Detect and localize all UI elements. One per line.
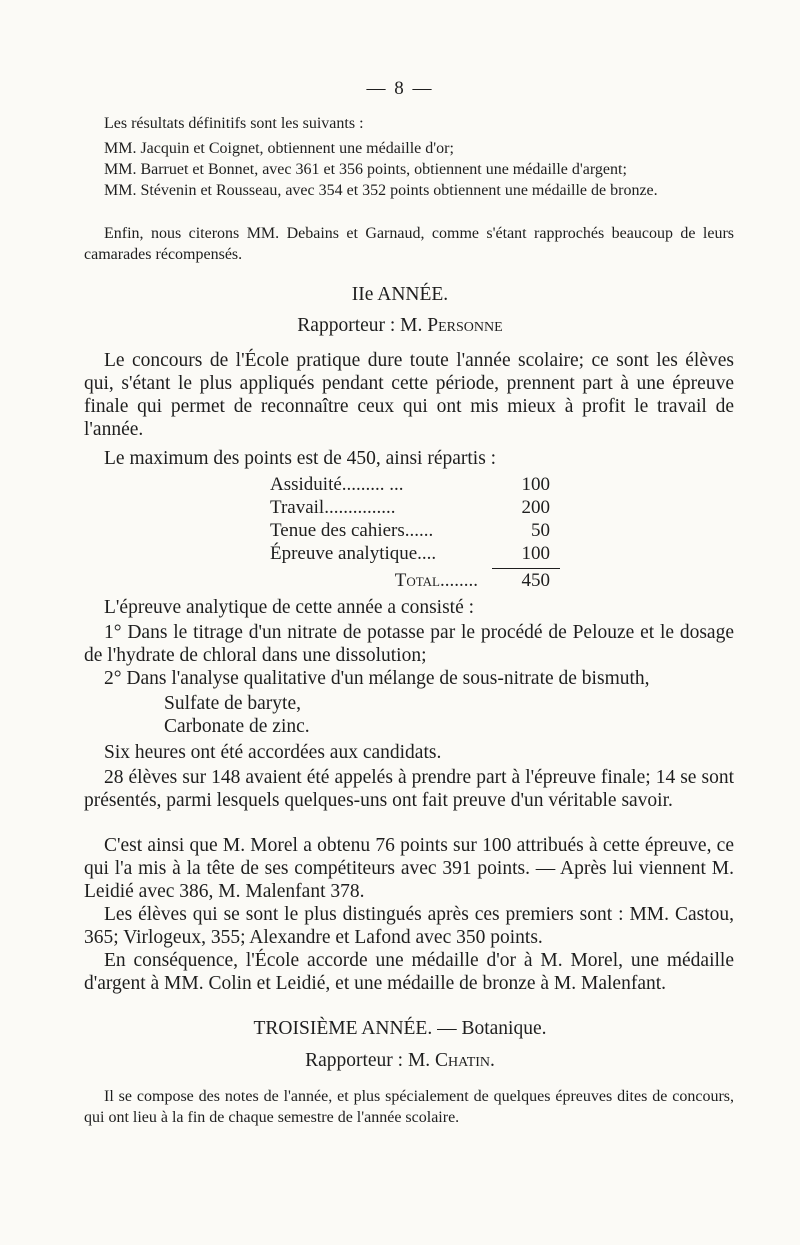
section2-intro: Le concours de l'École pratique dure toute l'année scolaire; ce sont les élèves qui, s'étant le plus appliqués pendant cette période, prennent part à une épreuve finale qui permet de reconnaître ceux qui ont mis mieux à profit le travail de l'année. bbox=[84, 350, 734, 440]
points-value: 100 bbox=[521, 543, 550, 564]
section3-rapporteur bbox=[0, 1050, 800, 1072]
points-row bbox=[270, 496, 570, 519]
section3-title: TROISIÈME ANNÉE. — Botanique. bbox=[253, 1018, 547, 1039]
result-gold: MM. Jacquin et Coignet, obtiennent une médaille d'or; bbox=[104, 140, 454, 157]
points-total-row bbox=[270, 569, 570, 593]
rapporteur-name: Personne bbox=[427, 315, 503, 336]
result-silver: MM. Barruet et Bonnet, avec 361 et 356 points, obtiennent une médaille d'argent; bbox=[104, 161, 627, 178]
points-value: 200 bbox=[521, 497, 550, 518]
epreuve-item-2: 2° Dans l'analyse qualitative d'un mélange de sous-nitrate de bismuth, bbox=[104, 668, 650, 689]
points-row bbox=[270, 519, 570, 542]
total-label: Total........ bbox=[394, 570, 478, 591]
section3-text: Il se compose des notes de l'année, et plus spécialement de quelques épreuves dites de concours, qui ont lieu à la fin de chaque semestre de l'année scolaire. bbox=[84, 1088, 734, 1126]
epreuve-item-2b: Carbonate de zinc. bbox=[164, 716, 310, 737]
points-label: Épreuve analytique.... bbox=[270, 543, 437, 564]
distinguished-text: Les élèves qui se sont le plus distingués après ces premiers sont : MM. Castou, 365; Virlogeux, 355; Alexandre et Lafond avec 350 points. bbox=[84, 904, 734, 948]
hours-text: Six heures ont été accordées aux candidats. bbox=[104, 742, 442, 763]
awards-text: En conséquence, l'École accorde une médaille d'or à M. Morel, une médaille d'argent à MM. Colin et Leidié, et une médaille de bronze à M. Malenfant. bbox=[84, 950, 734, 994]
rapporteur-prefix: Rapporteur : M. bbox=[297, 315, 428, 336]
morel-text: C'est ainsi que M. Morel a obtenu 76 points sur 100 attribués à cette épreuve, ce qui l'a mis à la tête de ses compétiteurs avec 391 points. — Après lui viennent M. Leidié avec 386, M. Malenfant 378. bbox=[84, 835, 734, 902]
rapporteur-prefix: Rapporteur : M. bbox=[305, 1050, 436, 1071]
section2-rapporteur bbox=[0, 315, 800, 337]
rapporteur-name: Chatin. bbox=[435, 1050, 495, 1071]
points-label: Travail............... bbox=[270, 497, 396, 518]
epreuve-item-1: 1° Dans le titrage d'un nitrate de potasse par le procédé de Pelouze et le dosage de l'hydrate de chloral dans une dissolution; bbox=[84, 622, 734, 666]
closing-mention: Enfin, nous citerons MM. Debains et Garnaud, comme s'étant rapprochés beaucoup de leurs camarades récompensés. bbox=[84, 225, 734, 263]
section2-title: IIe ANNÉE. bbox=[351, 284, 449, 305]
points-row bbox=[270, 473, 570, 496]
total-value: 450 bbox=[521, 570, 550, 591]
points-table bbox=[270, 473, 570, 593]
points-value: 50 bbox=[531, 520, 550, 541]
points-intro: Le maximum des points est de 450, ainsi répartis : bbox=[104, 448, 497, 469]
epreuve-item-2a: Sulfate de baryte, bbox=[164, 693, 301, 714]
points-row bbox=[270, 542, 570, 565]
result-bronze: MM. Stévenin et Rousseau, avec 354 et 352 points obtiennent une médaille de bronze. bbox=[104, 182, 658, 199]
points-value: 100 bbox=[521, 474, 550, 495]
candidates-text: 28 élèves sur 148 avaient été appelés à prendre part à l'épreuve finale; 14 se sont présentés, parmi lesquels quelques-uns ont fait preuve d'un véritable savoir. bbox=[84, 767, 734, 811]
points-label: Assiduité......... ... bbox=[270, 474, 404, 495]
epreuve-intro: L'épreuve analytique de cette année a consisté : bbox=[104, 597, 475, 618]
points-label: Tenue des cahiers...... bbox=[270, 520, 434, 541]
results-intro: Les résultats définitifs sont les suivants : bbox=[104, 115, 364, 132]
page-number: — 8 — bbox=[366, 78, 434, 99]
